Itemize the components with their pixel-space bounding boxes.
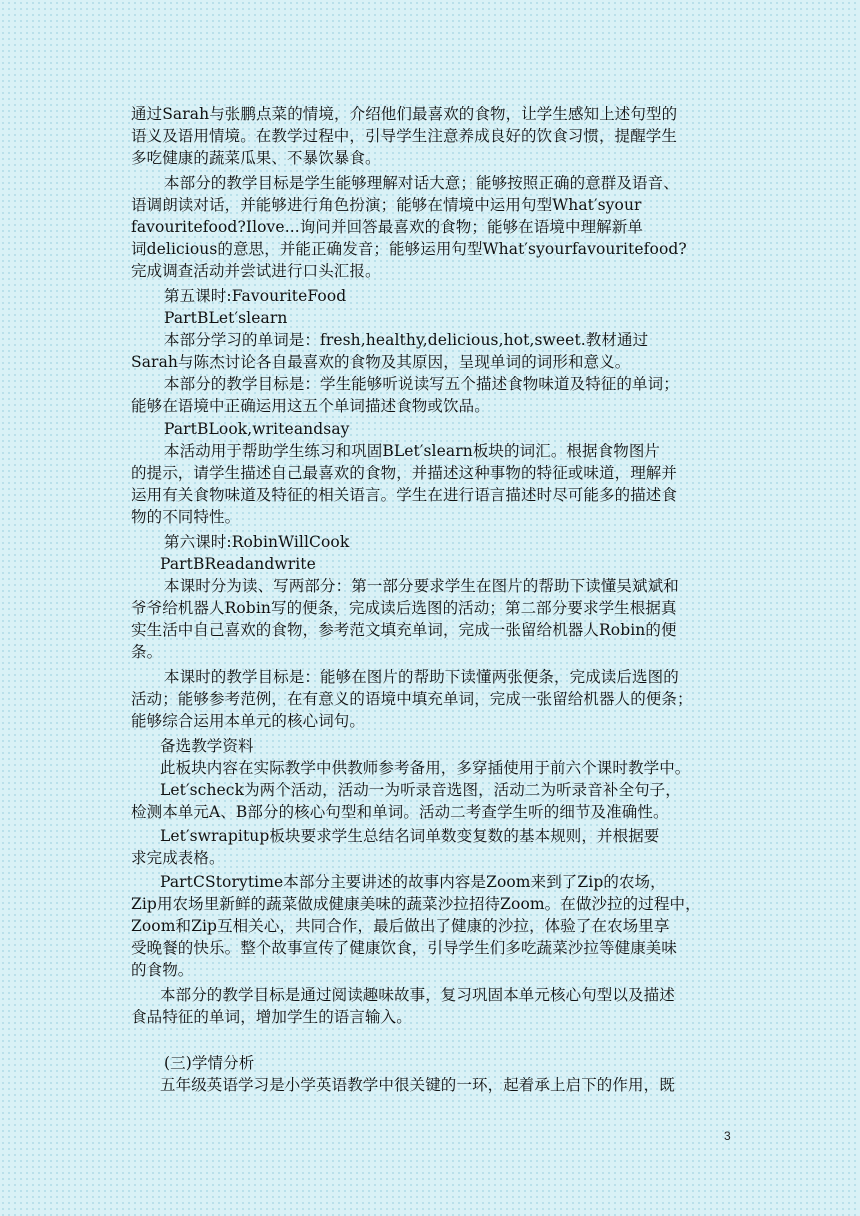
text-line: favouritefood?Ilove...询问并回答最喜欢的食物；能够在语境中理解新单 [131,218,643,236]
text-line: 能够在语境中正确运用这五个单词描述食物或饮品。 [131,397,490,415]
text-line: 本课时的教学目标是：能够在图片的帮助下读懂两张便条，完成读后选图的 [164,668,679,686]
text-line: 检测本单元A、B部分的核心句型和单词。活动二考查学生听的细节及准确性。 [131,803,669,821]
page-number: 3 [724,1129,731,1143]
text-line: 语调朗读对话，并能够进行角色扮演；能够在情境中运用句型What′syour [131,196,642,214]
text-line: 求完成表格。 [131,849,225,867]
text-line: 本部分的教学目标是通过阅读趣味故事，复习巩固本单元核心句型以及描述 [160,986,675,1004]
text-line: 本部分的教学目标是学生能够理解对话大意；能够按照正确的意群及语音、 [164,174,679,192]
text-line: 完成调查活动并尝试进行口头汇报。 [131,262,381,280]
text-line: 本部分的教学目标是：学生能够听说读写五个描述食物味道及特征的单词； [164,375,679,393]
text-line: Zip用农场里新鲜的蔬菜做成健康美味的蔬菜沙拉招待Zoom。在做沙拉的过程中， [131,895,701,913]
text-line: 本课时分为读、写两部分：第一部分要求学生在图片的帮助下读懂吴斌斌和 [164,577,679,595]
section-heading: 第五课时:FavouriteFood [164,287,347,305]
text-line: 通过Sarah与张鹏点菜的情境，介绍他们最喜欢的食物，让学生感知上述句型的 [131,105,678,123]
text-line: Let′swrapitup板块要求学生总结名词单数变复数的基本规则，并根据要 [160,827,660,845]
text-line: 的提示，请学生描述自己最喜欢的食物，并描述这种事物的特征或味道，理解并 [131,464,678,482]
text-line: 食品特征的单词，增加学生的语言输入。 [131,1008,412,1026]
text-line: PartCStorytime本部分主要讲述的故事内容是Zoom来到了Zip的农场， [160,873,666,891]
text-line: 实生活中自己喜欢的食物，参考范文填充单词，完成一张留给机器人Robin的便 [131,621,677,639]
section-heading: PartBReadandwrite [160,555,316,573]
section-heading: (三)学情分析 [164,1054,255,1072]
text-line: Let′scheck为两个活动，活动一为听录音选图，活动二为听录音补全句子， [160,781,681,799]
text-line: 运用有关食物味道及特征的相关语言。学生在进行语言描述时尽可能多的描述食 [131,486,678,504]
text-line: 本活动用于帮助学生练习和巩固BLet′slearn板块的词汇。根据食物图片 [164,442,661,460]
text-line: 多吃健康的蔬菜瓜果、不暴饮暴食。 [131,149,381,167]
text-line: 物的不同特性。 [131,508,241,526]
text-line: 五年级英语学习是小学英语教学中很关键的一环，起着承上启下的作用，既 [160,1076,675,1094]
text-line: 词delicious的意思，并能正确发音；能够运用句型What′syourfavouritefood? [131,240,687,258]
text-line: 语义及语用情境。在教学过程中，引导学生注意养成良好的饮食习惯，提醒学生 [131,127,678,145]
text-line: 本部分学习的单词是：fresh,healthy,delicious,hot,sweet.教材通过 [164,331,649,349]
text-line: 此板块内容在实际教学中供教师参考备用，多穿插使用于前六个课时教学中。 [160,759,691,777]
section-heading: PartBLet′slearn [164,309,288,327]
section-heading: PartBLook,writeandsay [164,420,350,438]
text-line: 受晚餐的快乐。整个故事宣传了健康饮食，引导学生们多吃蔬菜沙拉等健康美味 [131,939,678,957]
text-line: 条。 [131,643,163,661]
text-line: 的食物。 [131,961,194,979]
text-line: Sarah与陈杰讨论各自最喜欢的食物及其原因，呈现单词的词形和意义。 [131,353,631,371]
text-line: 爷爷给机器人Robin写的便条，完成读后选图的活动；第二部分要求学生根据真 [131,599,677,617]
section-heading: 第六课时:RobinWillCook [164,533,350,551]
text-line: 活动；能够参考范例，在有意义的语境中填充单词，完成一张留给机器人的便条； [131,690,693,708]
text-line: 能够综合运用本单元的核心词句。 [131,712,366,730]
section-heading: 备选教学资料 [160,737,254,755]
text-line: Zoom和Zip互相关心，共同合作，最后做出了健康的沙拉，体验了在农场里享 [131,917,670,935]
